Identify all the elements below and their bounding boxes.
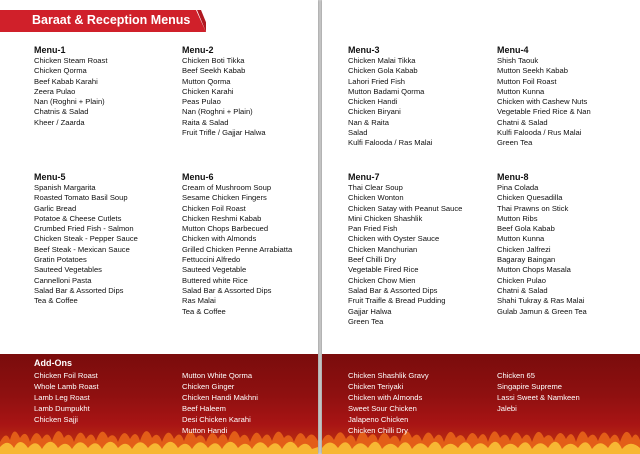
menu-item: Nan (Roghni + Plain) — [182, 107, 253, 117]
addons-column-2 — [182, 371, 258, 436]
menu-item: Roasted Tomato Basil Soup — [34, 193, 128, 203]
menu-item: Kulfi Falooda / Rus Malai — [497, 128, 582, 138]
menu-item: Raita & Salad — [182, 117, 229, 127]
addon-item: Chicken Chilli Dry — [348, 425, 408, 435]
addon-item: Chicken Foil Roast — [34, 371, 98, 380]
menu-heading: Menu-5 — [34, 172, 66, 182]
menu-item: Pan Fried Fish — [348, 224, 398, 234]
menu-item: Chicken Manchurian — [348, 244, 418, 254]
addon-item: Lamb Dumpukht — [34, 403, 90, 413]
menu-heading: Menu-8 — [497, 172, 529, 182]
addons-section-right — [322, 354, 640, 454]
menu-item: Sesame Chicken Fingers — [182, 193, 267, 203]
addon-item: Chicken with Almonds — [348, 392, 423, 402]
menu-heading: Menu-7 — [348, 172, 380, 182]
menu-item: Tea & Coffee — [182, 306, 226, 316]
menu-item: Chicken Quesadilla — [497, 193, 563, 203]
menu-7 — [348, 172, 462, 327]
menu-item: Kulfi Falooda / Ras Malai — [348, 138, 433, 148]
menu-5 — [34, 172, 138, 307]
menu-item: Chicken Gola Kabab — [348, 66, 418, 76]
menu-item: Sauteed Vegetables — [34, 265, 102, 275]
menu-item: Beef Seekh Kabab — [182, 66, 246, 76]
menu-item: Nan (Roghni + Plain) — [34, 97, 105, 107]
addons-heading: Add-Ons — [34, 358, 72, 368]
menu-item: Chicken Handi — [348, 97, 398, 107]
menu-item: Chicken Malai Tikka — [348, 56, 416, 65]
menu-item: Mini Chicken Shashlik — [348, 213, 423, 223]
menu-item: Salad Bar & Assorted Dips — [34, 285, 124, 295]
addon-item: Whole Lamb Roast — [34, 381, 99, 391]
menu-heading: Menu-1 — [34, 45, 66, 55]
addon-item: Desi Chicken Karahi — [182, 414, 251, 424]
addon-item: Jalapeno Chicken — [348, 414, 409, 424]
menu-item: Chicken with Oyster Sauce — [348, 234, 440, 244]
menu-item: Mutton Chops Barbecued — [182, 224, 269, 234]
addon-item: Chicken Teriyaki — [348, 381, 404, 391]
addon-item: Mutton Handi — [182, 425, 228, 435]
menu-item: Chicken Steam Roast — [34, 56, 108, 65]
menu-item: Beef Gola Kabab — [497, 224, 555, 234]
menu-item: Fruit Trifle / Gajjar Halwa — [182, 128, 266, 138]
menu-item: Green Tea — [348, 316, 384, 326]
menu-item: Mutton Kunna — [497, 86, 545, 96]
menu-item: Chicken Karahi — [182, 86, 234, 96]
left-page — [0, 0, 318, 454]
menu-item: Chicken Jalfrezi — [497, 244, 551, 254]
menu-item: Chicken Chow Mien — [348, 275, 416, 285]
menu-item: Chatni & Salad — [497, 117, 548, 127]
menu-item: Chicken Boti Tikka — [182, 56, 245, 65]
menu-item: Beef Kabab Karahi — [34, 76, 98, 86]
menu-item: Chatni & Salad — [497, 285, 548, 295]
menu-item: Salad Bar & Assorted Dips — [182, 285, 272, 295]
addon-item: Mutton White Qorma — [182, 371, 253, 380]
addon-item: Chicken Sajji — [34, 414, 78, 424]
menu-item: Chicken Reshmi Kabab — [182, 213, 262, 223]
menu-item: Thai Prawns on Stick — [497, 203, 569, 213]
menu-item: Beef Steak - Mexican Sauce — [34, 244, 130, 254]
addons-column-3 — [348, 371, 429, 436]
menu-item: Chicken Wonton — [348, 193, 404, 203]
menu-item: Chicken Qorma — [34, 66, 87, 76]
menu-2 — [182, 45, 266, 138]
menu-item: Peas Pulao — [182, 97, 221, 107]
menu-item: Fettuccini Alfredo — [182, 255, 241, 265]
menu-1 — [34, 45, 107, 128]
menu-3 — [348, 45, 432, 149]
menu-heading: Menu-3 — [348, 45, 380, 55]
menu-item: Spanish Margarita — [34, 183, 96, 192]
menu-item: Chicken Pulao — [497, 275, 546, 285]
menu-item: Thai Clear Soup — [348, 183, 403, 192]
menu-item: Crumbed Fried Fish - Salmon — [34, 224, 134, 234]
menu-item: Fruit Traifle & Bread Pudding — [348, 296, 446, 306]
addon-item: Lamb Leg Roast — [34, 392, 90, 402]
menu-item: Zeera Pulao — [34, 86, 76, 96]
menu-item: Vegetable Fried Rice & Nan — [497, 107, 591, 117]
menu-item: Sauteed Vegetable — [182, 265, 247, 275]
menu-item: Chicken Steak - Pepper Sauce — [34, 234, 138, 244]
menu-item: Mutton Chops Masala — [497, 265, 571, 275]
menu-item: Chicken Biryani — [348, 107, 401, 117]
addon-item: Beef Haleem — [182, 403, 226, 413]
menu-item: Mutton Qorma — [182, 76, 231, 86]
addons-section-left — [0, 354, 318, 454]
menu-item: Mutton Foil Roast — [497, 76, 557, 86]
menu-item: Chicken with Almonds — [182, 234, 257, 244]
addon-item: Chicken Handi Makhni — [182, 392, 258, 402]
menu-4 — [497, 45, 591, 149]
menu-item: Salad — [348, 128, 368, 138]
addon-item: Lassi Sweet & Namkeen — [497, 392, 580, 402]
menu-item: Shish Taouk — [497, 56, 539, 65]
menu-item: Green Tea — [497, 138, 533, 148]
menu-item: Mutton Kunna — [497, 234, 545, 244]
addon-item: Sweet Sour Chicken — [348, 403, 417, 413]
menu-item: Gulab Jamun & Green Tea — [497, 306, 587, 316]
page-title: Baraat & Reception Menus — [32, 13, 191, 27]
menu-heading: Menu-4 — [497, 45, 529, 55]
menu-item: Gratin Potatoes — [34, 255, 87, 265]
menu-item: Mutton Badami Qorma — [348, 86, 425, 96]
menu-heading: Menu-2 — [182, 45, 214, 55]
menu-item: Gajjar Halwa — [348, 306, 392, 316]
menu-item: Chicken Foil Roast — [182, 203, 246, 213]
menu-item: Ras Malai — [182, 296, 216, 306]
menu-item: Cannelloni Pasta — [34, 275, 92, 285]
menu-item: Lahori Fried Fish — [348, 76, 405, 86]
menu-item: Cream of Mushroom Soup — [182, 183, 272, 192]
menu-item: Chicken with Cashew Nuts — [497, 97, 588, 107]
menu-item: Kheer / Zaarda — [34, 117, 85, 127]
menu-item: Mutton Seekh Kabab — [497, 66, 568, 76]
menu-item: Bagaray Baingan — [497, 255, 556, 265]
menu-item: Vegetable Fired Rice — [348, 265, 419, 275]
menu-item: Chicken Satay with Peanut Sauce — [348, 203, 463, 213]
menu-item: Grilled Chicken Penne Arrabiatta — [182, 244, 293, 254]
title-banner — [0, 10, 206, 32]
menu-item: Nan & Raita — [348, 117, 389, 127]
addon-item: Jalebi — [497, 403, 517, 413]
addon-item: Chicken 65 — [497, 371, 535, 380]
menu-item: Mutton Ribs — [497, 213, 538, 223]
menu-item: Tea & Coffee — [34, 296, 78, 306]
addons-column-1 — [34, 371, 99, 426]
addon-item: Chicken Ginger — [182, 381, 235, 391]
menu-item: Garlic Bread — [34, 203, 77, 213]
menu-item: Pina Colada — [497, 183, 539, 192]
addon-item: Chicken Shashlik Gravy — [348, 371, 429, 380]
addons-column-4 — [497, 371, 580, 415]
menu-item: Buttered white Rice — [182, 275, 248, 285]
menu-item: Beef Chilli Dry — [348, 255, 397, 265]
menu-item: Potatoe & Cheese Cutlets — [34, 213, 122, 223]
menu-6 — [182, 172, 292, 317]
addon-item: Singapire Supreme — [497, 381, 563, 391]
menu-item: Chatnis & Salad — [34, 107, 89, 117]
menu-8 — [497, 172, 587, 317]
menu-heading: Menu-6 — [182, 172, 214, 182]
menu-item: Salad Bar & Assorted Dips — [348, 285, 438, 295]
right-page — [322, 0, 640, 454]
menu-item: Shahi Tukray & Ras Malai — [497, 296, 585, 306]
